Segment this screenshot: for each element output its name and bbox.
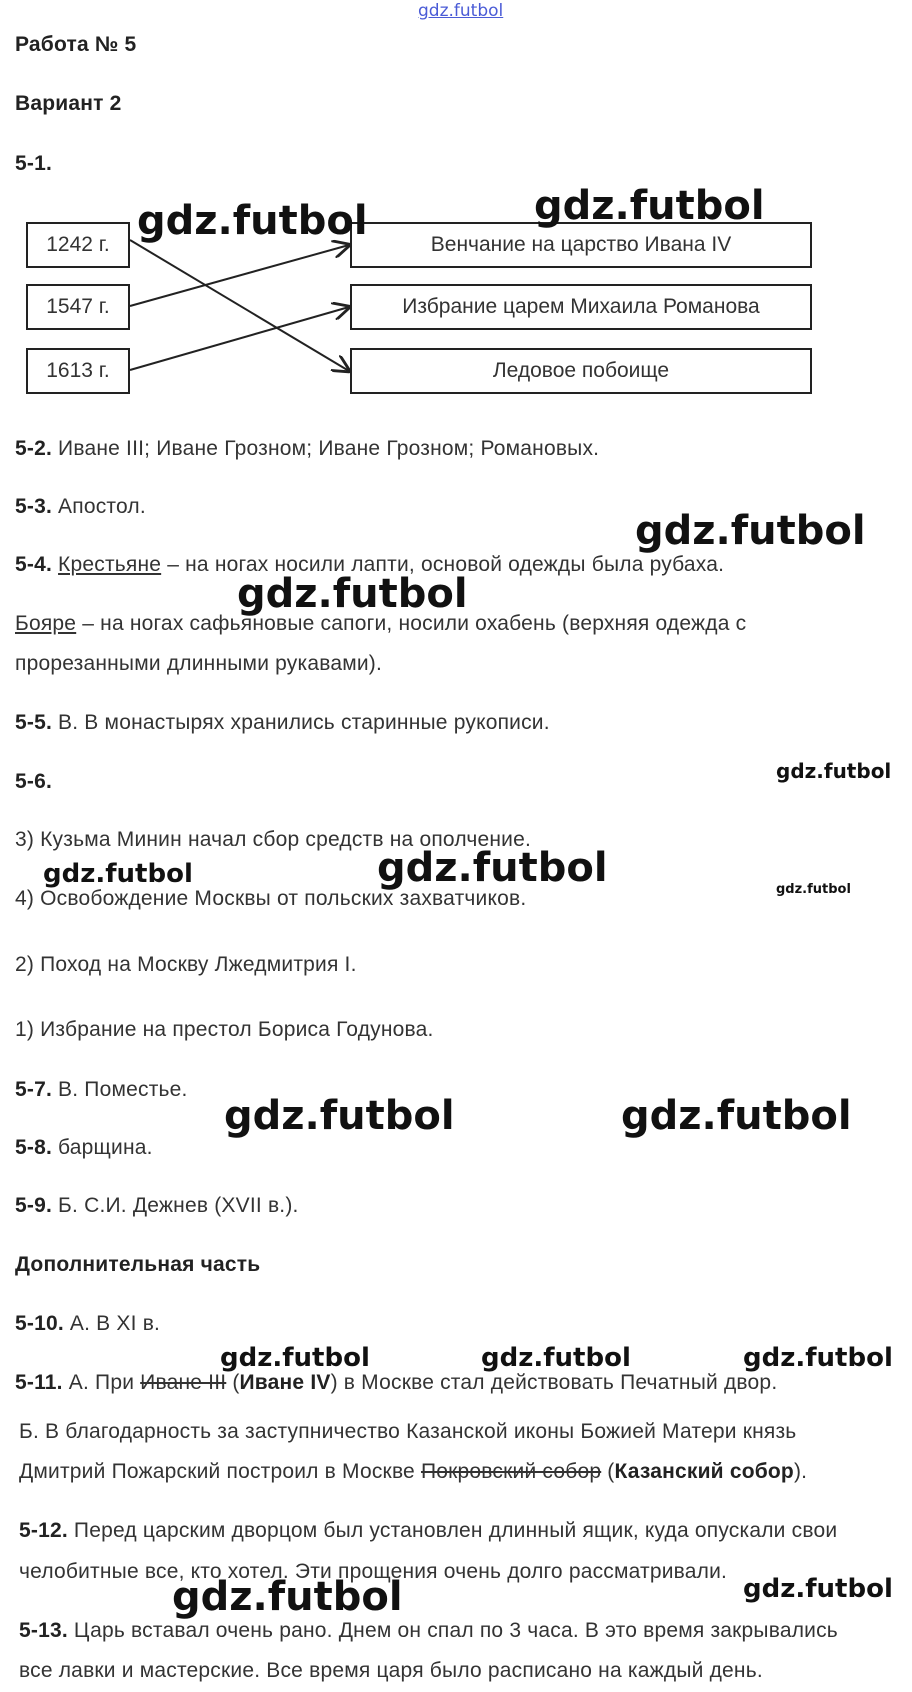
answer-5-4-cont: прорезанными длинными рукавами). [15, 652, 383, 675]
answer-5-9 [15, 1194, 299, 1218]
watermark: gdz.futbol [224, 1093, 455, 1139]
watermark: gdz.futbol [635, 508, 866, 554]
q9-label: 5-9. [15, 1194, 52, 1217]
year-label: 1613 г. [46, 359, 110, 382]
q13-line1: Царь вставал очень рано. Днем он спал по 3 часа. В это время закрывались [67, 1619, 838, 1642]
top-watermark[interactable]: gdz.futbol [418, 1, 504, 21]
watermark: gdz.futbol [743, 1343, 893, 1373]
q2-text: Иване III; Иване Грозном; Иване Грозном; Романовых. [52, 437, 600, 460]
watermark: gdz.futbol [237, 571, 468, 617]
q1-label: 5-1. [15, 152, 52, 175]
answer-5-13-line2: все лавки и мастерские. Все время царя было расписано на каждый день. [19, 1659, 763, 1682]
q11-a-struck: Иване III [140, 1371, 227, 1394]
year-label: 1242 г. [46, 233, 110, 256]
watermark: gdz.futbol [377, 845, 608, 891]
watermark: gdz.futbol [137, 198, 368, 244]
q4-label: 5-4. [15, 553, 52, 576]
q5-label: 5-5. [15, 711, 52, 734]
q6-item-4: 1) Избрание на престол Бориса Годунова. [15, 1018, 434, 1041]
watermark: gdz.futbol [621, 1093, 852, 1139]
arrow-1613-to-romanov [130, 307, 349, 370]
q10-label: 5-10. [15, 1312, 64, 1335]
answer-5-10 [15, 1312, 160, 1336]
q3-label: 5-3. [15, 495, 52, 518]
answer-5-7 [15, 1078, 188, 1102]
q5-text: В. В монастырях хранились старинные рукописи. [52, 711, 550, 734]
q6-label: 5-6. [15, 770, 52, 793]
answer-5-8 [15, 1136, 153, 1160]
q6-item-2: 4) Освобождение Москвы от польских захватчиков. [15, 887, 527, 910]
answer-5-11-b-line2 [19, 1460, 807, 1484]
q12-line1: Перед царским дворцом был установлен длинный ящик, куда опускали свои [67, 1519, 838, 1542]
q11-label: 5-11. [15, 1371, 63, 1394]
arrow-1242-to-ice-battle [130, 240, 349, 371]
q11-b-struck: Покровский собор [420, 1460, 602, 1483]
watermark: gdz.futbol [220, 1343, 370, 1373]
q4-text1: – на ногах носили лапти, основой одежды была рубаха. [161, 553, 725, 576]
q11-a-bold: Иване IV [239, 1371, 331, 1394]
q9-text: Б. С.И. Дежнев (XVII в.). [52, 1194, 299, 1217]
event-label: Избрание царем Михаила Романова [402, 295, 760, 318]
answer-5-5 [15, 711, 550, 735]
q11-a-post: ) в Москве стал действовать Печатный двор. [330, 1371, 778, 1394]
answer-5-12-line2: челобитные все, кто хотел. Эти прощения очень долго рассматривали. [19, 1560, 728, 1583]
watermark: gdz.futbol [776, 759, 892, 783]
q8-text: барщина. [52, 1136, 153, 1159]
watermark: gdz.futbol [776, 882, 851, 897]
watermark: gdz.futbol [43, 859, 193, 889]
answer-5-12-line1 [19, 1519, 837, 1543]
answer-5-11-a [15, 1371, 777, 1395]
q4-term-peasants: Крестьяне [58, 553, 162, 576]
event-label: Ледовое побоище [492, 359, 670, 382]
q3-text: Апостол. [52, 495, 146, 518]
answer-5-3 [15, 495, 146, 519]
watermark: gdz.futbol [172, 1574, 403, 1620]
q7-label: 5-7. [15, 1078, 52, 1101]
q8-label: 5-8. [15, 1136, 52, 1159]
year-label: 1547 г. [46, 295, 110, 318]
answer-5-11-b-line1: Б. В благодарность за заступничество Казанской иконы Божией Матери князь [19, 1420, 797, 1443]
work-title: Работа № 5 [15, 33, 137, 56]
variant-title: Вариант 2 [15, 92, 122, 115]
q11-b-bold: Казанский собор [614, 1460, 794, 1483]
watermark: gdz.futbol [743, 1574, 893, 1604]
q11-a-pre: А. При [62, 1371, 141, 1394]
watermark: gdz.futbol [481, 1343, 631, 1373]
q7-text: В. Поместье. [52, 1078, 188, 1101]
extra-part-title: Дополнительная часть [15, 1253, 261, 1276]
q10-text: А. В XI в. [63, 1312, 161, 1335]
q13-label: 5-13. [19, 1619, 68, 1642]
q6-item-3: 2) Поход на Москву Лжедмитрия I. [15, 953, 357, 976]
q11-b-open: ( [601, 1460, 615, 1483]
q2-label: 5-2. [15, 437, 52, 460]
arrow-1547-to-coronation [130, 245, 349, 306]
answer-5-2 [15, 437, 599, 461]
q6-item-1: 3) Кузьма Минин начал сбор средств на ополчение. [15, 828, 531, 851]
answer-5-13-line1 [19, 1619, 838, 1643]
q11-b-post: ). [793, 1460, 808, 1483]
q11-b-pre: Дмитрий Пожарский построил в Москве [19, 1460, 421, 1483]
q4-text2: – на ногах сафьяновые сапоги, носили охабень (верхняя одежда с [76, 612, 747, 635]
q4-term-boyars: Бояре [15, 612, 77, 635]
q11-a-open: ( [226, 1371, 240, 1394]
event-label: Венчание на царство Ивана IV [430, 233, 732, 256]
q12-label: 5-12. [19, 1519, 68, 1542]
watermark: gdz.futbol [534, 183, 765, 229]
